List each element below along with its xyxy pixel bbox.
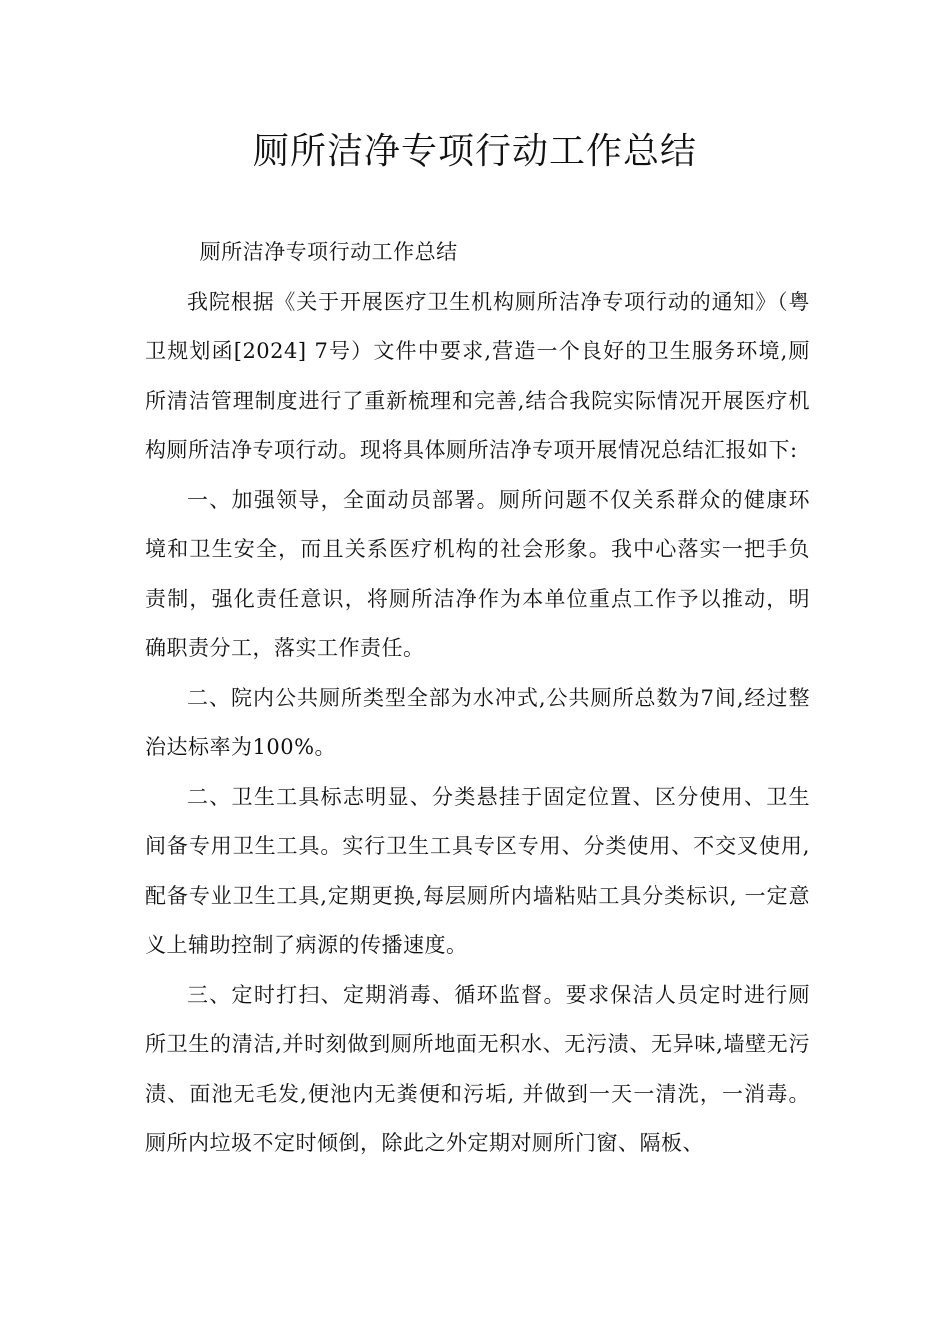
subheading-paragraph: 厕所洁净专项行动工作总结 [199, 240, 458, 264]
section-tools-paragraph: 二、卫生工具标志明显、分类悬挂于固定位置、区分使用、卫生间备专用卫生工具。实行卫生工具专区专用、分类使用、不交叉使用,配备专业卫生工具,定期更换,每层厕所内墙粘贴工具分类标识, 一定意义上辅助控制了病源的传播速度。 [145, 784, 810, 957]
section-toilet-count-paragraph: 二、院内公共厕所类型全部为水冲式,公共厕所总数为7间,经过整治达标率为100%。 [145, 685, 810, 759]
section-cleaning-paragraph: 三、定时打扫、定期消毒、循环监督。要求保洁人员定时进行厕所卫生的清洁,并时刻做到厕所地面无积水、无污渍、无异味,墙壁无污渍、面池无毛发,便池内无粪便和污垢, 并做到一天一清洗，一消毒。厕所内垃圾不定时倾倒，除此之外定期对厕所门窗、隔板、 [145, 982, 810, 1155]
document-body [145, 228, 810, 1169]
document-title: 厕所洁净专项行动工作总结 [252, 131, 697, 172]
intro-paragraph: 我院根据《关于开展医疗卫生机构厕所洁净专项行动的通知》（粤卫规划函[2024] 7号）文件中要求,营造一个良好的卫生服务环境,厕所清洁管理制度进行了重新梳理和完善,结合我院实际情况开展医疗机构厕所洁净专项行动。现将具体厕所洁净专项开展情况总结汇报如下: [145, 289, 810, 462]
section-leadership-paragraph: 一、加强领导，全面动员部署。厕所问题不仅关系群众的健康环境和卫生安全，而且关系医疗机构的社会形象。我中心落实一把手负责制，强化责任意识，将厕所洁净作为本单位重点工作予以推动，明确职责分工，落实工作责任。 [145, 487, 810, 660]
